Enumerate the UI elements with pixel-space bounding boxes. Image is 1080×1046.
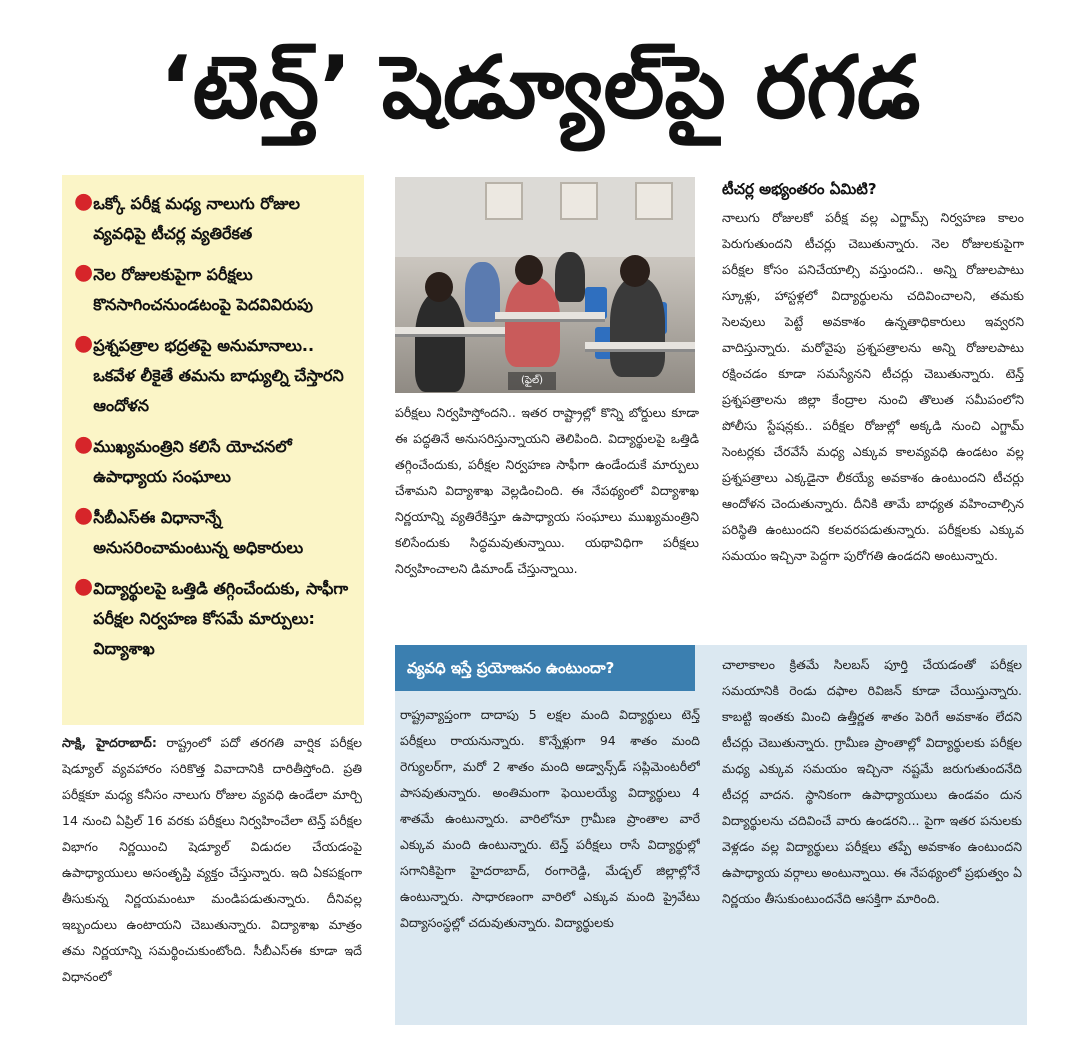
photo-window bbox=[635, 182, 673, 220]
photo-student bbox=[610, 277, 665, 377]
photo-desk bbox=[495, 312, 605, 322]
photo-head bbox=[425, 272, 453, 302]
photo-student bbox=[505, 277, 560, 367]
dateline: సాక్షి, హైదరాబాద్: bbox=[62, 735, 157, 750]
bullet-icon: ● bbox=[74, 189, 94, 214]
sidebar-box-left-text: రాష్ట్రవ్యాప్తంగా దాదాపు 5 లక్షల మంది విద్యార్థులు టెన్త్ పరీక్షలు రాయనున్నారు. కొన్నేళ్లుగా 94 శాతం మంది రెగ్యులర్‌గా, మరో 2 శాతం మంది అడ్వాన్స్‌డ్ సప్లిమెంటరీలో పాసవుతున్నారు. అంతిమంగా ఫెయిలయ్యే విద్యార్థులు 4 శాతమే ఉంటున్నారు. వారిలోనూ గ్రామీణ ప్రాంతాల వారే ఎక్కువ మంది ఉంటున్నారు. టెన్త్ పరీక్షలు రాసే విద్యార్థుల్లో సగానికిపైగా హైదరాబాద్, రంగారెడ్డి, మేడ్చల్ జిల్లాల్లోనే ఉంటున్నారు. సాధారణంగా వారిలో ఎక్కువ మంది ప్రైవేటు విద్యాసంస్థల్లో చదువుతున్నారు. విద్యార్థులకు bbox=[400, 707, 700, 930]
article-left-column bbox=[62, 730, 362, 1030]
article-right-column: నాలుగు రోజులకో పరీక్ష వల్ల ఎగ్జామ్స్ నిర్వహణ కాలం పెరుగుతుందని టీచర్లు చెబుతున్నారు. నెల రోజులకుపైగా పరీక్షల కోసం పనిచేయాల్సి వస్తుందని.. అన్ని రోజులపాటు స్కూళ్లు, హాస్టళ్లలో విద్యార్థులను చదివించాలని, తమకు సెలవులు పెట్టే అవకాశం ఉన్నతాధికారులు ఇవ్వరని వాదిస్తున్నారు. మరోవైపు ప్రశ్నపత్రాలను అన్ని రోజులపాటు రక్షించడం కూడా సమస్యేనని టీచర్లు చెబుతున్నారు. టెన్త్ ప్రశ్నపత్రాలను జిల్లా కేంద్రాల నుంచి తొలుత సమీపంలోని పోలీసు స్టేషన్లకు.. పరీక్షల రోజుల్లో అక్కడి నుంచి ఎగ్జామ్ సెంటర్లకు చేరవేసే మధ్య ఎక్కువ కాలవ్యవధి ఉండటం వల్ల ప్రశ్నపత్రాలు ఎక్కడైనా లీకయ్యే అవకాశం ఉంటుందని టీచర్లు ఆందోళన చెందుతున్నారు. దీనికి తామే బాధ్యత వహించాల్సిన పరిస్థితి ఉంటుందని కలవరపడుతున్నారు. పరీక్షలకు ఎక్కువ సమయం ఇచ్చినా పెద్దగా పురోగతి ఉండదని అంటున్నారు. bbox=[722, 210, 1024, 563]
article-left-text: రాష్ట్రంలో పదో తరగతి వార్షిక పరీక్షల షెడ్యూల్ వ్యవహారం సరికొత్త వివాదానికి దారితీస్తోంది. ప్రతి పరీక్షకూ మధ్య కనీసం నాలుగు రోజుల వ్యవధి ఉండేలా మార్చి 14 నుంచి ఏప్రిల్ 16 వరకు పరీక్షలు నిర్వహించేలా టెన్త్ పరీక్షల విభాగం నిర్ణయించి షెడ్యూల్ విడుదల చేయడంపై ఉపాధ్యాయులు అసంతృప్తి వ్యక్తం చేస్తున్నారు. ఇది ఏకపక్షంగా తీసుకున్న నిర్ణయమంటూ మండిపడుతున్నారు. దీనివల్ల ఇబ్బందులు ఉంటాయని చెబుతున్నారు. విద్యాశాఖ మాత్రం తమ నిర్ణయాన్ని సమర్థించుకుంటోంది. సీబీఎస్ఈ కూడా ఇదే విధానంలో bbox=[62, 735, 362, 984]
teachers-objection-subheading: టీచర్ల అభ్యంతరం ఏమిటి? bbox=[722, 180, 877, 198]
article-middle-column: పరీక్షలు నిర్వహిస్తోందని.. ఇతర రాష్ట్రాల్లో కొన్ని బోర్డులు కూడా ఈ పద్ధతినే అనుసరిస్తున్నాయని తెలిపింది. విద్యార్థులపై ఒత్తిడి తగ్గించేందుకు, పరీక్షల నిర్వహణ సాఫీగా ఉండేందుకే మార్పులు చేశామని విద్యాశాఖ వెల్లడించింది. ఈ నేపథ్యంలో విద్యాశాఖ నిర్ణయాన్ని వ్యతిరేకిస్తూ ఉపాధ్యాయ సంఘాలు ముఖ్యమంత్రిని కలిసేందుకు సిద్ధమవుతున్నాయి. యథావిధిగా పరీక్షలు నిర్వహించాలని డిమాండ్ చేస్తున్నాయి. bbox=[395, 405, 699, 576]
highlight-item bbox=[74, 260, 354, 320]
sidebar-box-title: వ్యవధి ఇస్తే ప్రయోజనం ఉంటుందా? bbox=[395, 645, 695, 691]
classroom-photo bbox=[395, 177, 695, 393]
highlight-item bbox=[74, 432, 354, 492]
highlight-text: ప్రశ్నపత్రాల భద్రతపై అనుమానాలు.. ఒకవేళ లీకైతే తమను బాధ్యుల్ని చేస్తారని ఆందోళన bbox=[93, 336, 344, 415]
photo-student bbox=[555, 252, 585, 302]
highlight-text: ఒక్కో పరీక్ష మధ్య నాలుగు రోజుల వ్యవధిపై టీచర్ల వ్యతిరేకత bbox=[93, 194, 300, 243]
bullet-icon: ● bbox=[74, 331, 94, 356]
headline: ‘టెన్త్’ షెడ్యూల్‌పై రగడ bbox=[159, 38, 921, 138]
photo-window bbox=[560, 182, 598, 220]
highlight-item bbox=[74, 503, 354, 563]
highlight-item bbox=[74, 574, 354, 664]
photo-head bbox=[620, 255, 650, 287]
bullet-icon: ● bbox=[74, 260, 94, 285]
bullet-icon: ● bbox=[74, 574, 94, 599]
bullet-icon: ● bbox=[74, 432, 94, 457]
highlight-item bbox=[74, 331, 354, 421]
photo-caption: (ఫైల్) bbox=[508, 372, 556, 390]
highlights-box bbox=[62, 175, 364, 725]
photo-head bbox=[515, 255, 543, 285]
bullet-icon: ● bbox=[74, 503, 94, 528]
highlight-text: విద్యార్థులపై ఒత్తిడి తగ్గించేందుకు, సాఫీగా పరీక్షల నిర్వహణ కోసమే మార్పులు: విద్యాశాఖ bbox=[93, 579, 349, 658]
highlight-text: నెల రోజులకుపైగా పరీక్షలు కొనసాగించనుండటంపై పెదవివిరుపు bbox=[93, 265, 314, 314]
highlight-item bbox=[74, 189, 354, 249]
highlight-text: సీబీఎస్‌ఈ విధానాన్నే అనుసరించామంటున్న అధికారులు bbox=[93, 508, 304, 557]
photo-window bbox=[485, 182, 523, 220]
photo-desk bbox=[395, 327, 505, 337]
highlight-text: ముఖ్యమంత్రిని కలిసే యోచనలో ఉపాధ్యాయ సంఘాలు bbox=[93, 437, 292, 486]
photo-desk bbox=[585, 342, 695, 352]
sidebar-box-right-text: చాలాకాలం క్రితమే సిలబస్ పూర్తి చేయడంతో పరీక్షల సమయానికి రెండు దఫాల రివిజన్ కూడా చేయిస్తున్నారు. కాబట్టి ఇంతకు మించి ఉత్తీర్ణత శాతం పెరిగే అవకాశం లేదని టీచర్లు చెబుతున్నారు. గ్రామీణ ప్రాంతాల్లో విద్యార్థులకు పరీక్షల మధ్య ఎక్కువ సమయం ఇచ్చినా నష్టమే జరుగుతుందనేది టీచర్ల వాదన. స్థానికంగా ఉపాధ్యాయులు ఉండవం దున విద్యార్థులను చదివించే వారు ఉండరని... పైగా ఇతర పనులకు వెళ్లడం వల్ల విద్యార్థులు పరీక్షలు తప్పే అవకాశం ఉంటుందని ఉపాధ్యాయ వర్గాలు అంటున్నాయి. ఈ నేపథ్యంలో ప్రభుత్వం ఏ నిర్ణయం తీసుకుంటుందనేది ఆసక్తిగా మారింది. bbox=[722, 657, 1022, 906]
photo-student bbox=[415, 292, 465, 392]
